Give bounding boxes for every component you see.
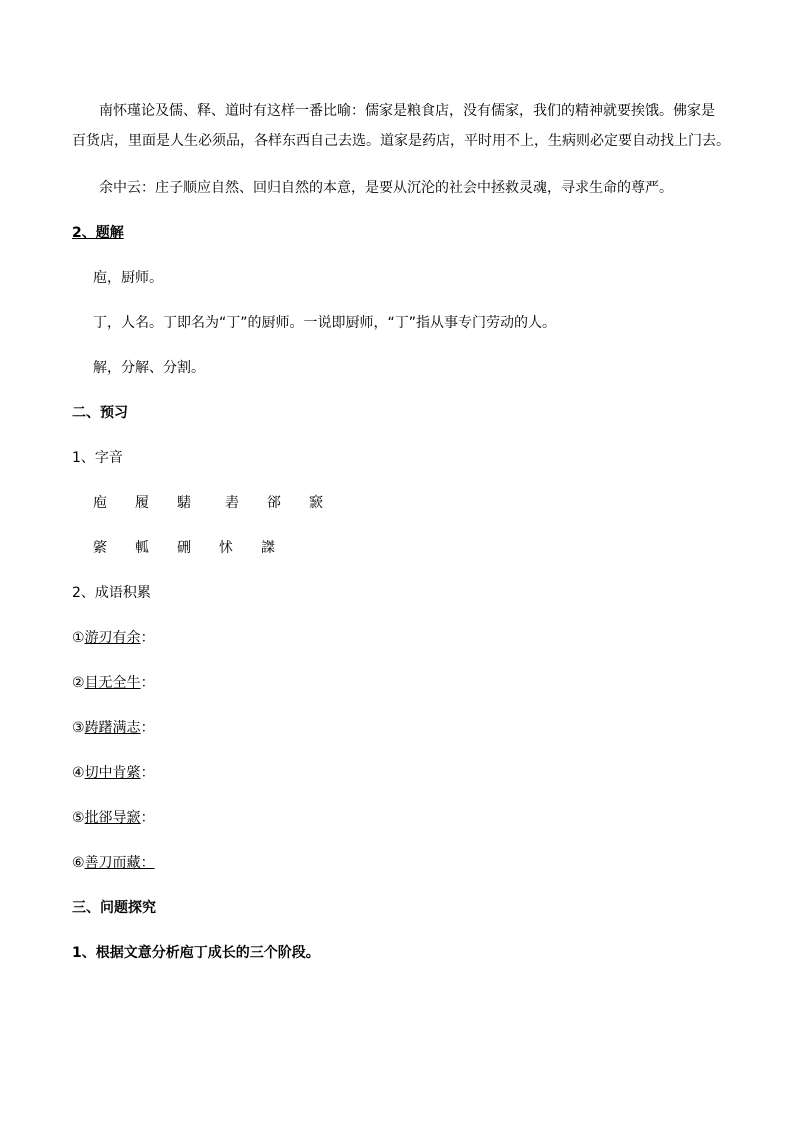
- idiom-item: [72, 628, 155, 648]
- idiom-number: ③: [72, 720, 85, 736]
- idiom-number: ①: [72, 630, 85, 646]
- ziyin-row-1: [0, 493, 794, 513]
- idiom-item: [72, 763, 155, 783]
- chengyu-heading: 2、成语积累: [72, 585, 151, 601]
- tijie-jie: 解，分解、分割。: [93, 360, 205, 376]
- idiom-number: ⑤: [72, 810, 85, 826]
- ziyin-char: 綮: [93, 540, 107, 556]
- idiom-colon: ：: [140, 810, 155, 826]
- ziyin-char: 騞: [177, 495, 191, 511]
- idiom-text: 游刃有余: [84, 630, 141, 646]
- idiom-colon: ：: [140, 720, 155, 736]
- idiom-text: 善刀而藏: [84, 855, 141, 871]
- idiom-number: ②: [72, 675, 85, 691]
- ziyin-char: 履: [135, 495, 149, 511]
- ziyin-char: 怵: [219, 540, 233, 556]
- idiom-number: ④: [72, 765, 85, 781]
- idiom-item: [72, 718, 155, 738]
- idiom-text: 切中肯綮: [84, 765, 141, 781]
- tijie-ding: 丁，人名。丁即名为“丁”的厨师。一说即厨师，“丁”指从事专门劳动的人。: [93, 315, 557, 331]
- ziyin-heading: 1、字音: [72, 450, 123, 466]
- idiom-colon: ：: [140, 630, 155, 646]
- idiom-number: ⑥: [72, 855, 85, 871]
- tijie-pao: 庖，厨师。: [93, 270, 163, 286]
- ziyin-char: 砉: [225, 495, 239, 511]
- idiom-colon: ：: [140, 765, 155, 781]
- section-heading-tanjiu: 三、问题探究: [72, 900, 156, 916]
- idiom-item: [72, 808, 155, 828]
- question-1: 1、根据文意分析庖丁成长的三个阶段。: [72, 945, 320, 961]
- idiom-item: [72, 853, 155, 873]
- ziyin-char: 郤: [267, 495, 281, 511]
- intro-paragraph-line-1: 南怀瑾论及儒、释、道时有这样一番比喻：儒家是粮食店，没有儒家，我们的精神就要挨饿。佛家是: [99, 103, 715, 119]
- ziyin-char: 硎: [177, 540, 191, 556]
- section-heading-tijie: 2、题解: [72, 225, 124, 241]
- intro-paragraph-2: 余中云：庄子顺应自然、回归自然的本意，是要从沉沦的社会中拯救灵魂，寻求生命的尊严。: [99, 180, 673, 196]
- ziyin-char: 謋: [261, 540, 275, 556]
- ziyin-char: 軱: [135, 540, 149, 556]
- intro-paragraph-line-2: 百货店，里面是人生必须品，各样东西自己去选。道家是药店，平时用不上，生病则必定要自动找上门去。: [72, 133, 730, 149]
- idiom-text: 目无全牛: [84, 675, 141, 691]
- ziyin-row-2: [0, 538, 794, 558]
- idiom-text: 踌躇满志: [84, 720, 141, 736]
- idiom-colon: ：: [140, 675, 155, 691]
- ziyin-char: 窾: [309, 495, 323, 511]
- idiom-colon: ：: [140, 855, 155, 871]
- idiom-item: [72, 673, 155, 693]
- idiom-text: 批郤导窾: [84, 810, 141, 826]
- ziyin-char: 庖: [93, 495, 107, 511]
- section-heading-yuxi: 二、预习: [72, 405, 128, 421]
